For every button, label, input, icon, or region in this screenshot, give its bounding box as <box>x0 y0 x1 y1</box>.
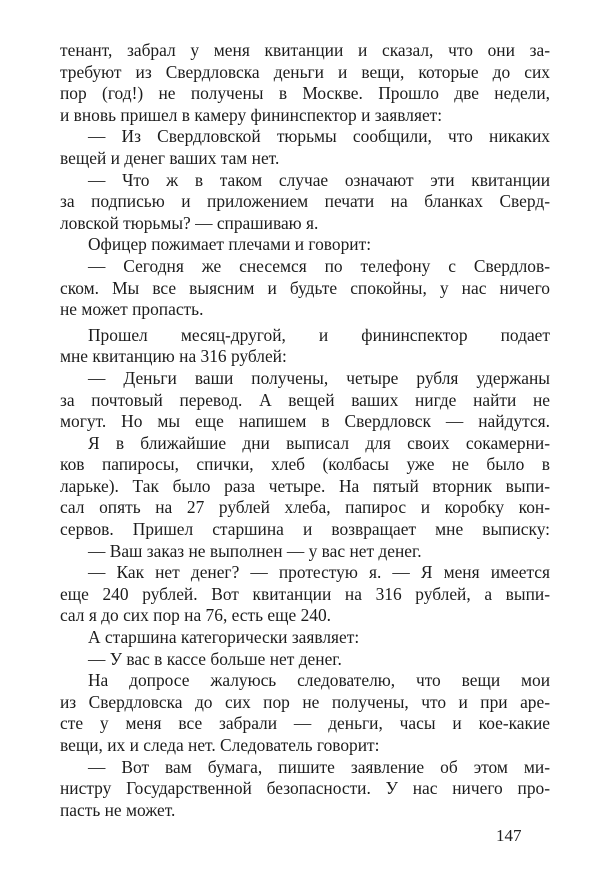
book-page-text <box>60 40 550 821</box>
text-line: еще 240 рублей. Вот квитанции на 316 рублей, а выпи- <box>60 583 550 604</box>
text-line: сал я до сих пор на 76, есть еще 240. <box>60 605 331 626</box>
text-line: могут. Но мы еще напишем в Свердловск — найдутся. <box>60 411 550 432</box>
text-line: ском. Мы все выясним и будьте спокойны, у нас ничего <box>60 277 550 298</box>
text-line: пор (год!) не получены в Москве. Прошло две недели, <box>60 83 550 104</box>
text-line: вещей и денег ваших там нет. <box>60 147 280 168</box>
text-line: не может пропасть. <box>60 299 204 320</box>
text-line: сте у меня все забрали — деньги, часы и кое-какие <box>60 713 550 734</box>
text-line: — Вот вам бумага, пишите заявление об этом ми- <box>88 756 550 777</box>
text-line: из Свердловска до сих пор не получены, что и при аре- <box>60 691 550 712</box>
text-line: требуют из Свердловска деньги и вещи, которые до сих <box>60 61 550 82</box>
text-line: Я в ближайшие дни выписал для своих сокамерни- <box>88 432 550 453</box>
text-line: и вновь пришел в камеру фининспектор и заявляет: <box>60 104 443 125</box>
text-line: за почтовый перевод. А вещей ваших нигде найти не <box>60 389 550 410</box>
text-line: тенант, забрал у меня квитанции и сказал, что они за- <box>60 40 550 60</box>
text-line: — У вас в кассе больше нет денег. <box>88 648 342 669</box>
text-line: пасть не может. <box>60 799 176 820</box>
text-line: На допросе жалуюсь следователю, что вещи мои <box>88 670 550 691</box>
text-line: сервов. Пришел старшина и возвращает мне выписку: <box>60 519 550 540</box>
text-line: нистру Государственной безопасности. У нас ничего про- <box>60 778 550 799</box>
page-number: 147 <box>496 826 522 845</box>
text-line: А старшина категорически заявляет: <box>88 627 360 648</box>
text-line: вещи, их и следа нет. Следователь говорит: <box>60 735 380 755</box>
text-line: ларьке). Так было раза четыре. На пятый вторник выпи- <box>60 475 550 496</box>
text-line: — Ваш заказ не выполнен — у вас нет денег. <box>88 540 422 561</box>
text-line: — Сегодня же снесемся по телефону с Свердлов- <box>88 255 550 276</box>
text-line: ловской тюрьмы? — спрашиваю я. <box>60 212 319 233</box>
text-line: — Деньги ваши получены, четыре рубля удержаны <box>88 367 550 388</box>
text-line: — Из Свердловской тюрьмы сообщили, что никаких <box>88 126 550 147</box>
text-line: сал опять на 27 рублей хлеба, папирос и коробку кон- <box>60 497 550 518</box>
text-line: мне квитанцию на 316 рублей: <box>60 346 287 367</box>
text-line: за подписью и приложением печати на бланках Сверд- <box>60 191 550 212</box>
text-line: Прошел месяц-другой, и фининспектор подает <box>88 324 550 345</box>
text-line: — Что ж в таком случае означают эти квитанции <box>88 169 550 190</box>
text-line: Офицер пожимает плечами и говорит: <box>88 234 372 255</box>
text-line: ков папиросы, спички, хлеб (колбасы уже не было в <box>60 454 550 475</box>
text-line: — Как нет денег? — протестую я. — Я меня имеется <box>88 562 550 583</box>
